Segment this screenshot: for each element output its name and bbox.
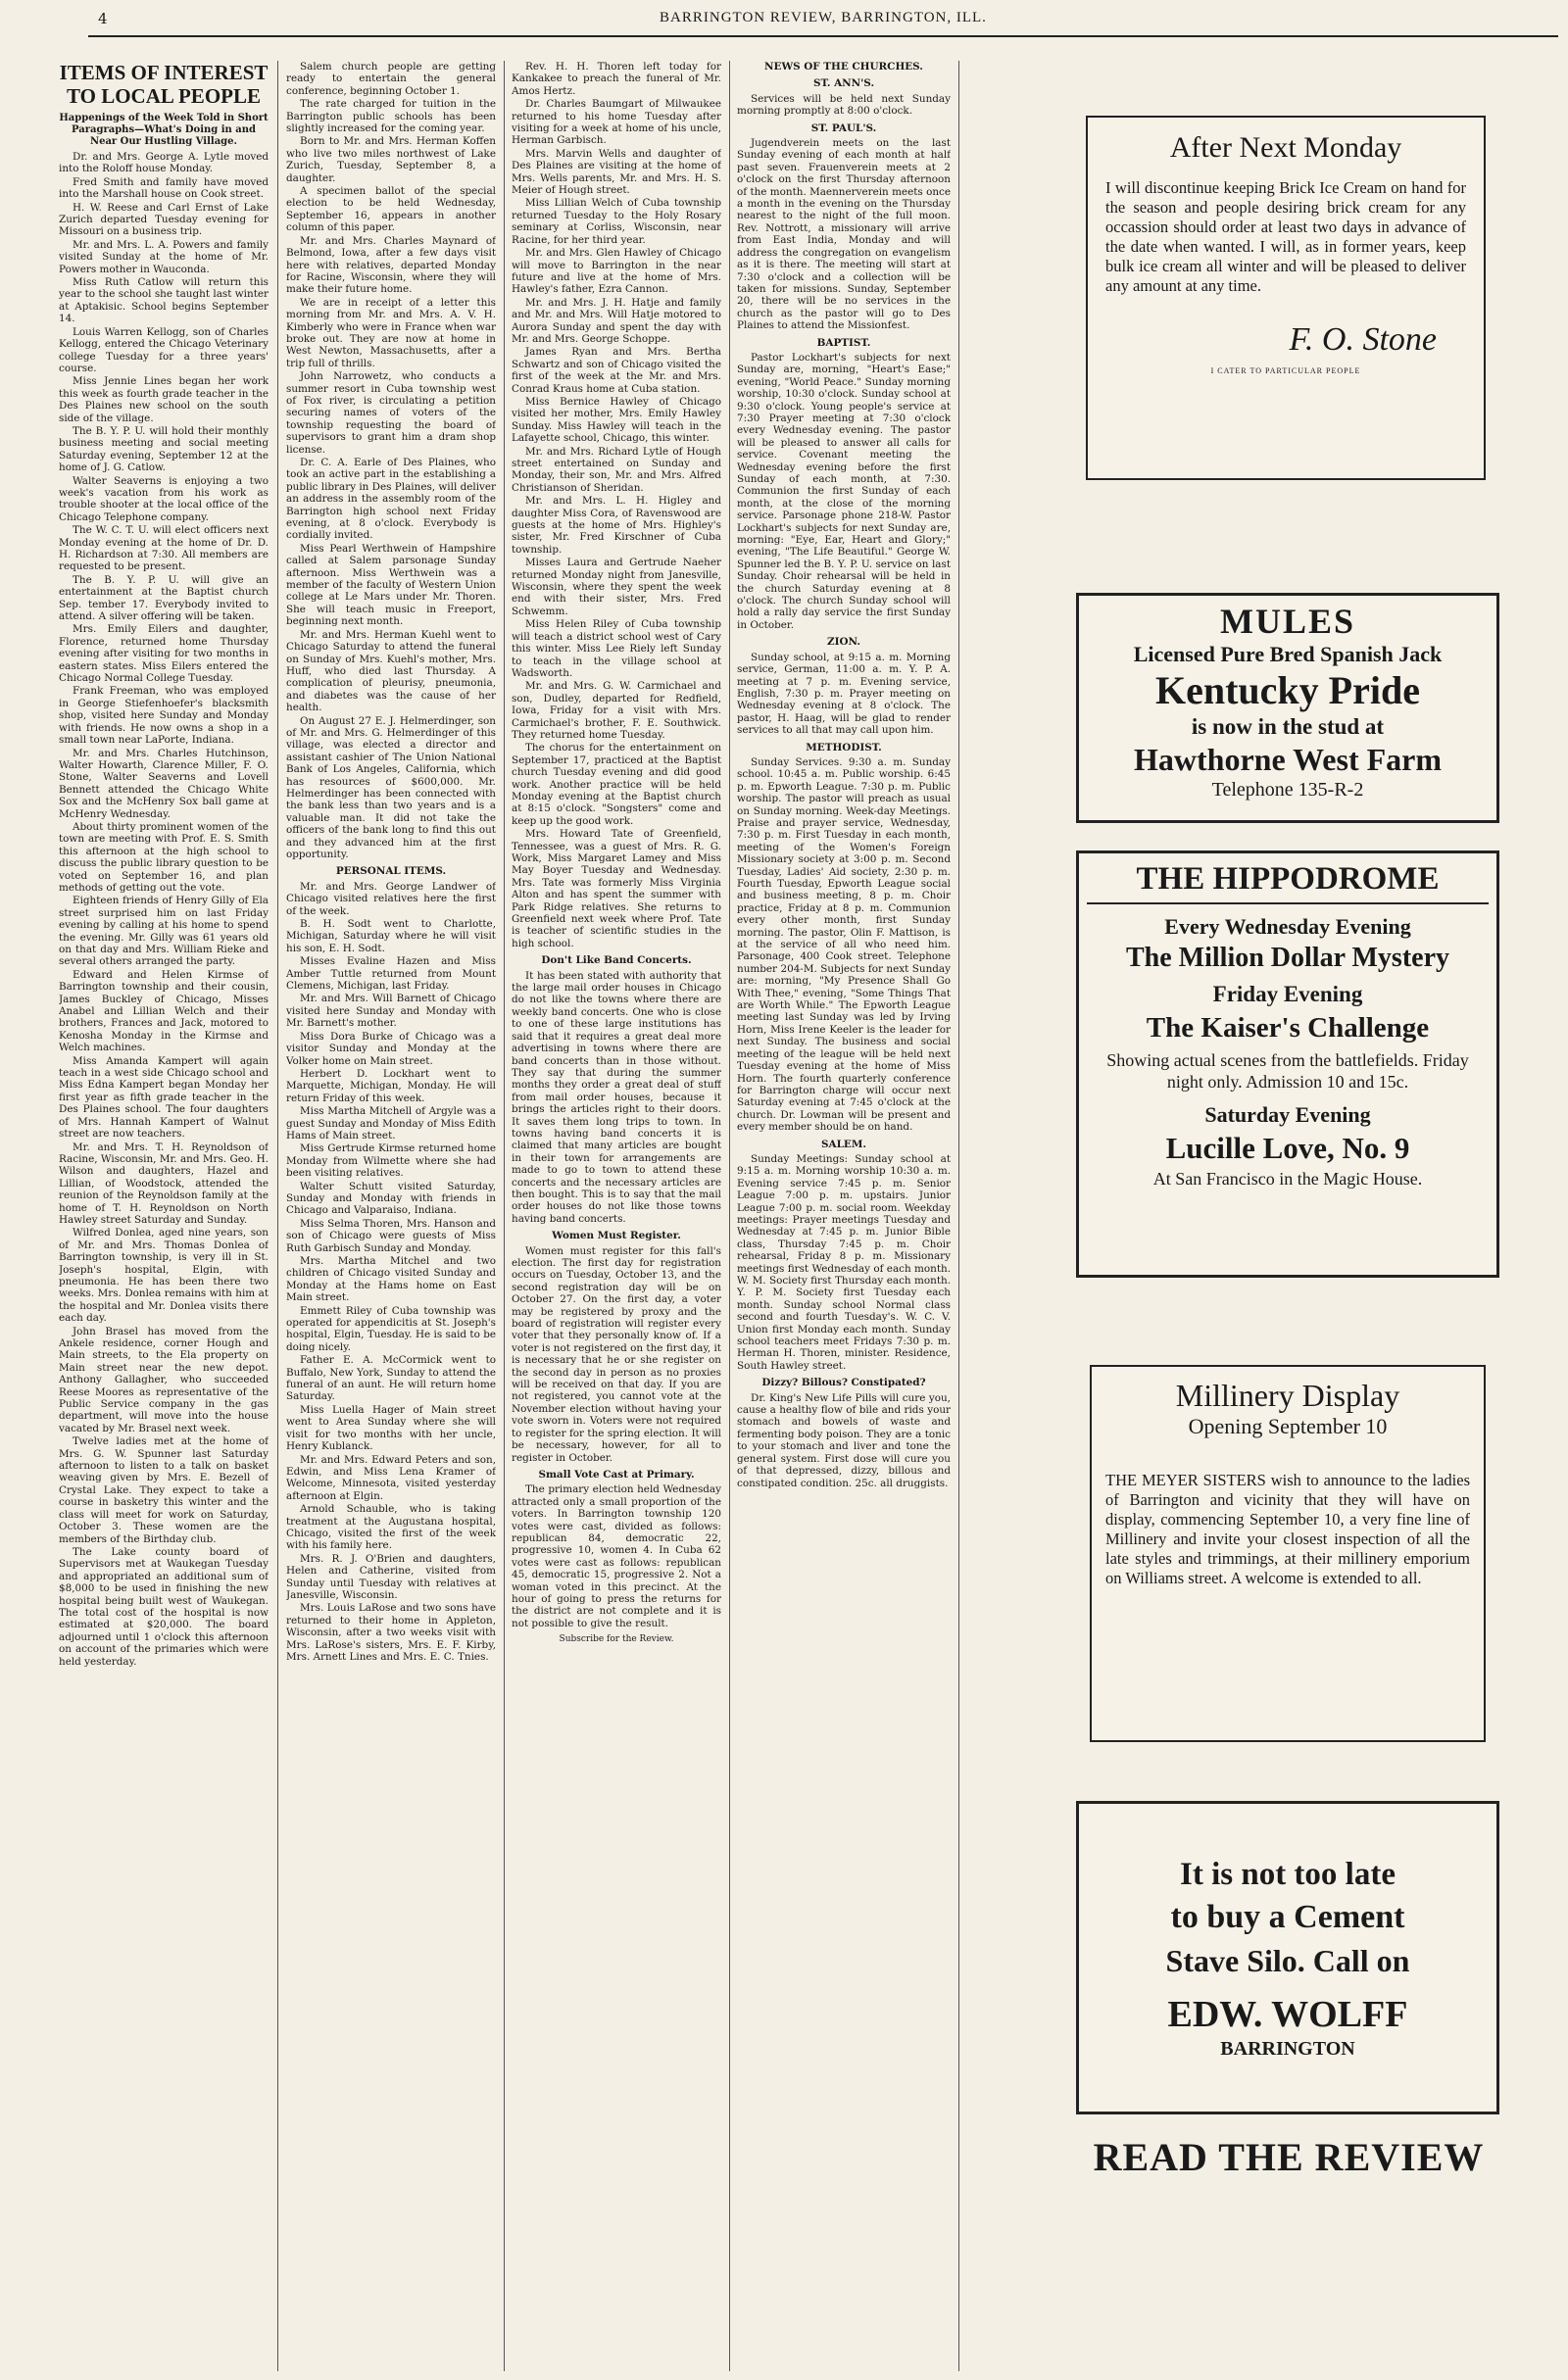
- section-primary-vote: Small Vote Cast at Primary.: [538, 1468, 695, 1481]
- news-item: Rev. H. H. Thoren left today for Kankakee to preach the funeral of Mr. Amos Hertz.: [512, 61, 721, 97]
- news-item: Louis Warren Kellogg, son of Charles Kellogg, entered the Chicago Veterinary college Tuesday for a three years' course.: [59, 325, 269, 374]
- news-item: Fred Smith and family have moved into the Marshall house on Cook street.: [59, 175, 269, 201]
- news-item: Walter Seaverns is enjoying a two week's vacation from his work as trouble shooter at the local office of the Chicago Telephone company.: [59, 474, 269, 523]
- page-number: 4: [98, 10, 108, 27]
- news-item: Miss Pearl Werthwein of Hampshire called at Salem parsonage Sunday afternoon. Miss Werthwein was a member of the faculty of Western Union college at Le Mars under Mr. Thoren. She will teach music in Freeport, beginning next month.: [286, 542, 496, 628]
- news-item: Miss Martha Mitchell of Argyle was a guest Sunday and Monday of Miss Edith Hams of Main street.: [286, 1105, 496, 1141]
- headline-items-of-interest: ITEMS OF INTEREST: [59, 61, 269, 84]
- news-item: We are in receipt of a letter this morning from Mr. and Mrs. A. V. H. Kimberly who were in France when war broke out. They are now at home in West Newton, Massachusetts, after a trip full of thrills.: [286, 296, 496, 369]
- news-item: Mr. and Mrs. Will Barnett of Chicago visited here Sunday and Monday with Mr. Barnett's mother.: [286, 993, 496, 1030]
- ad-mules-phone: Telephone 135-R-2: [1211, 779, 1364, 801]
- masthead: [88, 4, 1558, 37]
- news-item: The chorus for the entertainment on September 17, practiced at the Baptist church Tuesday evening and did good work. Another practice will be held Monday evening at the Baptist church at 8:15 o'clock. "Songsters" come and keep up the good work.: [512, 742, 721, 827]
- news-item: Mr. and Mrs. J. H. Hatje and family and Mr. and Mrs. Will Hatje motored to Aurora Sunday and spent the day with Mr. and Mrs. George Schoppe.: [512, 296, 721, 345]
- news-item: Emmett Riley of Cuba township was operated for appendicitis at St. Joseph's hospital, Elgin, Tuesday. He is said to be doing nicely.: [286, 1304, 496, 1353]
- ad-hipp-line3: The Million Dollar Mystery: [1126, 943, 1449, 973]
- headline-to-local-people: TO LOCAL PEOPLE: [67, 84, 261, 108]
- news-item: The B. Y. P. U. will hold their monthly business meeting and social meeting Saturday evening, September 12 at the home of J. G. Catlow.: [59, 424, 269, 474]
- ad-wolff-line1: It is not too late: [1180, 1857, 1396, 1892]
- news-item: Miss Ruth Catlow will return this year to the school she taught last winter at Aptakisic. School begins September 14.: [59, 276, 269, 325]
- church-name: SALEM.: [821, 1138, 866, 1150]
- church-notice: Services will be held next Sunday morning promptly at 8:00 o'clock.: [737, 92, 951, 118]
- ad-after-next-monday: [1086, 116, 1486, 480]
- news-item: Edward and Helen Kirmse of Barrington township and their cousin, James Buckley of Chicago, Misses Anabel and Lillian Welch and their brothers, Frances and Jack, motored to Kenosha Monday in the Kirmse and Welch machines.: [59, 968, 269, 1054]
- ad-mules-line4: is now in the stud at: [1191, 714, 1385, 739]
- church-name: ST. ANN'S.: [812, 77, 875, 90]
- news-item: Mr. and Mrs. Charles Maynard of Belmond, Iowa, after a few days visit here with relatives, departed Monday for Racine, Wisconsin, where they will make their future home.: [286, 234, 496, 296]
- ad-mules-line3: Kentucky Pride: [1155, 668, 1420, 712]
- church-name: ST. PAUL'S.: [810, 121, 877, 134]
- ad-mules-line5: Hawthorne West Farm: [1133, 742, 1443, 777]
- section-band-concerts: Don't Like Band Concerts.: [541, 954, 692, 967]
- news-item: The B. Y. P. U. will give an entertainment at the Baptist church Sep. tember 17. Everybody invited to attend. A silver offering will be taken.: [59, 573, 269, 623]
- churches-heading: NEWS OF THE CHURCHES.: [764, 61, 923, 73]
- column-3-paragraphs: [512, 61, 721, 949]
- church-notices: [737, 77, 951, 1489]
- column-1-paragraphs: [59, 151, 269, 1668]
- news-item: The Lake county board of Supervisors met at Waukegan Tuesday and appropriated an additional sum of $8,000 to be used in finishing the new hospital being built west of Waukegan. The total cost of the hospital is now estimated at $20,000. The board adjourned until 1 o'clock this afternoon on account of the primaries which were held yesterday.: [59, 1545, 269, 1668]
- ad-stone-tagline: I CATER TO PARTICULAR PEOPLE: [1210, 366, 1361, 375]
- news-item: The rate charged for tuition in the Barrington public schools has been slightly increased for the coming year.: [286, 98, 496, 135]
- news-item: Miss Luella Hager of Main street went to Area Sunday where she will visit for two months with her uncle, Henry Kublanck.: [286, 1403, 496, 1453]
- news-item: Born to Mr. and Mrs. Herman Koffen who live two miles northwest of Lake Zurich, Tuesday, September 8, a daughter.: [286, 135, 496, 184]
- article-primary-vote: The primary election held Wednesday attracted only a small proportion of the voters. In Barrington township 120 votes were cast, divided as follows: republican 84, democratic 22, progressive 10, women 4. In Cuba 62 votes were cast as follows: republican 45, democratic 15, progressive 2. Not a woman voted in this precinct. At the hour of going to press the returns for the district are not complete and it is not possible to give the result.: [512, 1483, 721, 1629]
- news-item: Miss Lillian Welch of Cuba township returned Tuesday to the Holy Rosary seminary at Corliss, Wisconsin, near Racine, for her third year.: [512, 197, 721, 246]
- ad-hipp-line6: Showing actual scenes from the battlefields. Friday night only. Admission 10 and 15c.: [1106, 1050, 1469, 1092]
- news-item: Mr. and Mrs. George Landwer of Chicago visited relatives here the first of the week.: [286, 880, 496, 917]
- article-women-register: Women must register for this fall's election. The first day for registration occurs on Tuesday, October 13, and the second registration day will be on October 27. On the first day, a voter may be registered by proxy and the board of registration will register every voter that they personally know of. If a voter is not registered on the first day, it is necessary that he or she register on the second day in person as no proxies will be received on that day. If you are not registered, you cannot vote at the November election without having your vote sworn in. Voters were not required to register for the spring election. It will be necessary, however, for all to register in October.: [512, 1244, 721, 1464]
- church-name: METHODIST.: [806, 741, 882, 753]
- ad-mules: [1076, 593, 1499, 823]
- church-name: Dizzy? Billous? Constipated?: [761, 1377, 926, 1389]
- news-item: Dr. Charles Baumgart of Milwaukee returned to his home Tuesday after visiting for a week at home of his uncle, Herman Garbisch.: [512, 98, 721, 147]
- ad-millinery: [1090, 1365, 1486, 1742]
- news-item: Mrs. R. J. O'Brien and daughters, Helen and Catherine, visited from Sunday until Tuesday with relatives at Janesville, Wisconsin.: [286, 1552, 496, 1601]
- news-item: Walter Schutt visited Saturday, Sunday and Monday with friends in Chicago and Valparaiso, Indiana.: [286, 1180, 496, 1217]
- ad-wolff-name: EDW. WOLFF: [1167, 1994, 1408, 2035]
- ad-stone-heading: After Next Monday: [1169, 131, 1402, 164]
- church-notice: Jugendverein meets on the last Sunday evening of each month at half past seven. Frauenverein meets at 2 o'clock on the first Thursday afternoon of the month. Maennerverein meets once a month in the evening on the Thursday nearest to the night of the full moon. Rev. Nottrott, a missionary will arrive from East India, Monday and will address the congregation on evangelism as it is there. The meeting will start at 7:30 o'clock and a collection will be taken for missions. Sunday, September 20, there will be no services in the church as the pastor will go to Des Plaines to attend the Missionfest.: [737, 137, 951, 332]
- headline-subhead: Happenings of the Week Told in Short Paragraphs—What's Doing in and Near Our Hustling Village.: [59, 113, 269, 147]
- news-item: Herbert D. Lockhart went to Marquette, Michigan, Monday. He will return Friday of this week.: [286, 1067, 496, 1104]
- column-rule: [729, 61, 730, 2371]
- news-item: Wilfred Donlea, aged nine years, son of Mr. and Mrs. Thomas Donlea of Barrington township, is very ill in St. Joseph's hospital, Elgin, with pneumonia. He has been there two weeks. Mrs. Donlea remains with him at the hospital and Mr. Donlea visits there each day.: [59, 1227, 269, 1325]
- column-2: [286, 61, 496, 2371]
- church-name: BAPTIST.: [816, 336, 871, 349]
- subscribe-note: Subscribe for the Review.: [559, 1634, 674, 1645]
- ad-stone-signature: F. O. Stone: [1289, 321, 1437, 358]
- ad-hipp-heading: THE HIPPODROME: [1087, 859, 1489, 904]
- masthead-title: BARRINGTON REVIEW, BARRINGTON, ILL.: [660, 10, 987, 25]
- column-rule: [958, 61, 959, 2371]
- news-item: Mr. and Mrs. Charles Hutchinson, Walter Howarth, Clarence Miller, F. O. Stone, Walter Seaverns and Lovell Bennett attended the Chicago White Sox and the McHenry Sox ball game at McHenry Wednesday.: [59, 747, 269, 820]
- news-item: Twelve ladies met at the home of Mrs. G. W. Spunner last Saturday afternoon to listen to a talk on basket weaving given by Mrs. E. Bezell of Crystal Lake. They expect to take a course in basketry this winter and the class will meet for work on Saturday, October 3. These women are the members of the Birthday club.: [59, 1435, 269, 1545]
- section-women-register: Women Must Register.: [552, 1230, 681, 1242]
- ad-hipp-line5: The Kaiser's Challenge: [1146, 1012, 1430, 1044]
- news-item: James Ryan and Mrs. Bertha Schwartz and son of Chicago visited the first of the week at the Mr. and Mrs. Conrad Kraus home at Cuba station.: [512, 346, 721, 395]
- news-item: Misses Laura and Gertrude Naeher returned Monday night from Janesville, Wisconsin, where they spent the week end with their sister, Mrs. Fred Schwemm.: [512, 557, 721, 617]
- news-item: Miss Amanda Kampert will again teach in a west side Chicago school and Miss Edna Kampert began Monday her first year as fifth grade teacher in the Des Plaines school. The four daughters of Mrs. Hannah Kampert of Walnut street are now teachers.: [59, 1054, 269, 1141]
- column-rule: [277, 61, 278, 2371]
- ad-stone-body: I will discontinue keeping Brick Ice Cream on hand for the season and people desiring brick cream for any occassion should order at least two days in advance of the date when wanted. I will, as in former years, keep bulk ice cream all winter and will be pleased to deliver any amount at any time.: [1105, 178, 1466, 295]
- ad-wolff-town: BARRINGTON: [1220, 2038, 1355, 2060]
- church-notice: Sunday Services. 9:30 a. m. Sunday school. 10:45 a. m. Public worship. 6:45 p. m. Epworth League. 7:30 p. m. Public worship. The pastor will preach as usual on Sunday morning. Week-day Meetings. Praise and prayer service, Wednesday, 7:30 p. m. First Tuesday in each month, meeting of the Women's Foreign Missionary society at 3:00 p. m. Second Tuesday, Ladies' Aid society, 2:30 p. m. Fourth Tuesday, Epworth League social and business meeting, 8 p. m. Choir practice, Friday at 8 p. m. Communion every other month, first Sunday morning. The pastor, Olin F. Mattison, is at the service of all who need him. Parsonage, 400 Cook street. Telephone number 204-M. Subjects for next Sunday are: morning, "My Presence Shall Go With Thee," evening, "Some Things That are Worth While." The Epworth League meeting last Sunday was led by Irving Horn, Miss Irene Keeler is the leader for next Sunday. The business and social meeting of the league will be held next Tuesday evening at the home of Miss Horn. The fourth quarterly conference for Barrington charge will occur next Saturday evening at 7:45 o'clock at the church. Dr. Lowman will be present and every member should be on hand.: [737, 755, 951, 1134]
- news-item: Frank Freeman, who was employed in George Stiefenhoefer's blacksmith shop, visited here Sunday and Monday with friends. He now owns a shop in a small town near LaPorte, Indiana.: [59, 685, 269, 747]
- news-item: Mr. and Mrs. Edward Peters and son, Edwin, and Miss Lena Kramer of Welcome, Minnesota, visited yesterday afternoon at Elgin.: [286, 1453, 496, 1502]
- news-item: John Narrowetz, who conducts a summer resort in Cuba township west of Fox river, is circulating a petition securing names of voters of the township requesting the board of supervisors to grant him a dram shop license.: [286, 370, 496, 456]
- news-item: Miss Gertrude Kirmse returned home Monday from Wilmette where she had been visiting relatives.: [286, 1142, 496, 1180]
- news-item: Miss Helen Riley of Cuba township will teach a district school west of Cary this winter. Miss Lee Riely left Sunday to teach in the village school at Wadsworth.: [512, 618, 721, 679]
- news-item: Miss Dora Burke of Chicago was a visitor Sunday and Monday at the Volker home on Main street.: [286, 1030, 496, 1067]
- news-item: Mr. and Mrs. Glen Hawley of Chicago will move to Barrington in the near future and live at the home of Mrs. Hawley's father, Ezra Cannon.: [512, 247, 721, 296]
- ad-hippodrome: [1076, 850, 1499, 1278]
- article-band-concerts: It has been stated with authority that the large mail order houses in Chicago do not like the towns where there are weekly band concerts. One who is close to one of these large institutions has said that it requires a great deal more advertising in towns where there are band concerts than in those without. They say that during the summer months they order a great deal of stuff from mail order houses, because it brings the articles right to their doors. It saves them long trips to town. In towns having band concerts it is claimed that many articles are bought in their town for arrangements are made to go to town to attend these concerts and the necessary articles are then bought. This is to say that the mail order houses do not like those towns having band concerts.: [512, 969, 721, 1225]
- news-item: Mrs. Louis LaRose and two sons have returned to their home in Appleton, Wisconsin, after a two weeks visit with Mrs. LaRose's sisters, Mrs. E. F. Kirby, Mrs. Arnett Lines and Mrs. E. C. Tnies.: [286, 1602, 496, 1663]
- ad-read-the-review: READ THE REVIEW: [1093, 2135, 1485, 2179]
- column-rule: [504, 61, 505, 2371]
- news-item: On August 27 E. J. Helmerdinger, son of Mr. and Mrs. G. Helmerdinger of this village, was elected a director and assistant cashier of The Union National Bank of Los Angeles, California, which has resources of $600,000. Mr. Helmerdinger has been connected with the bank less than two years and is a valuable man. It did not take the officers of the bank long to find this out and they advanced him at the first opportunity.: [286, 714, 496, 860]
- news-item: H. W. Reese and Carl Ernst of Lake Zurich departed Tuesday evening for Missouri on a business trip.: [59, 201, 269, 238]
- news-item: Mr. and Mrs. T. H. Reynoldson of Racine, Wisconsin, Mr. and Mrs. Geo. H. Wilson and daughters, Hazel and Lillian, of Woodstock, attended the reunion of the Reynoldson family at the home of T. H. Reynoldson on North Hawley street Saturday and Sunday.: [59, 1141, 269, 1226]
- news-item: Misses Evaline Hazen and Miss Amber Tuttle returned from Mount Clemens, Michigan, last Friday.: [286, 955, 496, 993]
- column-2-personal-paragraphs: [286, 881, 496, 1664]
- news-item: Arnold Schauble, who is taking treatment at the Augustana hospital, Chicago, visited the first of the week with his family here.: [286, 1503, 496, 1552]
- news-item: Mr. and Mrs. L. H. Higley and daughter Miss Cora, of Ravenswood are guests at the home of Mrs. Highley's sister, Mr. Fred Kirschner of Cuba township.: [512, 495, 721, 556]
- ad-hipp-line4: Friday Evening: [1212, 982, 1363, 1006]
- ad-wolff-line2: to buy a Cement: [1170, 1899, 1405, 1935]
- news-item: About thirty prominent women of the town are meeting with Prof. E. S. Smith this afternoon at the high school to discuss the public library question to be voted on September 16, and plan methods of getting out the vote.: [59, 820, 269, 894]
- ad-mules-heading: MULES: [1219, 602, 1356, 641]
- section-personal-items: PERSONAL ITEMS.: [335, 865, 447, 878]
- ad-wolff-line3: Stave Silo. Call on: [1165, 1943, 1410, 1978]
- news-item: Mrs. Howard Tate of Greenfield, Tennessee, was a guest of Mrs. R. G. Work, Miss Margaret Lamey and Miss May Boyer Tuesday and Wednesday. Mrs. Tate was formerly Miss Virginia Alton and has spent the summer with Park Ridge relatives. She returns to Greenfield next week where Prof. Tate is teacher of scientific studies in the high school.: [512, 828, 721, 949]
- news-item: Mr. and Mrs. L. A. Powers and family visited Sunday at the home of Mr. Powers mother in Wauconda.: [59, 238, 269, 275]
- church-notice: Dr. King's New Life Pills will cure you, cause a healthy flow of bile and rids your stomach and bowels of waste and fermenting body poison. They are a tonic to your stomach and liver and tone the general system. First dose will cure you of that depressed, dizzy, billous and constipated condition. 25c. all druggists.: [737, 1391, 951, 1489]
- ad-hipp-line2: Every Wednesday Evening: [1164, 914, 1411, 939]
- column-4: [737, 61, 951, 2371]
- news-item: Mr. and Mrs. G. W. Carmichael and son, Dudley, departed for Redfield, Iowa, Friday for a visit with Mrs. Carmichael's brother, F. E. Southwick. They returned home Tuesday.: [512, 680, 721, 741]
- church-notice: Sunday school, at 9:15 a. m. Morning service, German, 11:00 a. m. Y. P. A. meeting at 7 p. m. Evening service, English, 7:30 p. m. Prayer meeting on Wednesday evening at 8 o'clock. The pastor, H. Haag, will be glad to render services to all that may call upon him.: [737, 651, 951, 737]
- news-item: Miss Bernice Hawley of Chicago visited her mother, Mrs. Emily Hawley Sunday. Miss Hawley will teach in the Lafayette school, Chicago, this winter.: [512, 395, 721, 445]
- ad-mules-line2: Licensed Pure Bred Spanish Jack: [1133, 642, 1443, 666]
- ad-hipp-line7: Saturday Evening: [1204, 1102, 1371, 1127]
- news-item: B. H. Sodt went to Charlotte, Michigan, Saturday where he will visit his son, E. H. Sodt.: [286, 918, 496, 954]
- news-item: Salem church people are getting ready to entertain the general conference, beginning October 1.: [286, 61, 496, 97]
- church-notice: Sunday Meetings: Sunday school at 9:15 a. m. Morning worship 10:30 a. m. Evening service 7:45 p. m. Senior League 7:00 p. m. upstairs. Junior League 7:00 p. m. social room. Weekday meetings: Prayer meetings Tuesday and Wednesday at 7:45 p. m. Junior Bible class, Thursday 7:45 p. m. Choir rehearsal, Friday 8 p. m. Missionary meetings first Wednesday of each month. W. M. Society first Thursday each month. Y. P. M. Society first Tuesday each month. Sunday school Normal class second and fourth Tuesday's. W. C. V. Union first Monday each month. Sunday school teachers meet Fridays 7:30 p. m. Herman H. Thoren, minister. Residence, South Hawley street.: [737, 1152, 951, 1372]
- news-item: The W. C. T. U. will elect officers next Monday evening at the home of Dr. D. H. Richardson at 7:30. All members are requested to be present.: [59, 524, 269, 573]
- church-name: ZION.: [827, 636, 860, 649]
- column-2-paragraphs: [286, 61, 496, 860]
- news-item: Mrs. Marvin Wells and daughter of Des Plaines are visiting at the home of Mrs. Wells parents, Mr. and Mrs. H. S. Meier of Hough street.: [512, 147, 721, 197]
- news-item: Mr. and Mrs. Richard Lytle of Hough street entertained on Sunday and Monday, their son, Mr. and Mrs. Alfred Christianson of Sheridan.: [512, 445, 721, 494]
- ad-wolff-silo: [1076, 1801, 1499, 2114]
- column-3: [512, 61, 721, 2371]
- church-notice: Pastor Lockhart's subjects for next Sunday are, morning, "Heart's Ease;" evening, "World Peace." Sunday morning worship, 10:30 o'clock. Sunday school at 9:30 o'clock. Young people's service at 7:30 Prayer meeting at 7:30 o'clock every Wednesday evening. The pastor will be pleased to answer all calls for service. Covenant meeting the Wednesday evening before the first Sunday of each month, at 7:30. Communion the first Sunday of each month, at the close of the morning service. Parsonage phone 218-W. Pastor Lockhart's subjects for next Sunday are, morning: "Eye, Ear, Heart and Glory;" evening, "The Life Beautiful." George W. Spunner led the B. Y. P. U. service on last Sunday. Choir rehearsal will be held in the church Saturday evening at 8 o'clock. The church Sunday school will hold a rally day service the first Sunday in October.: [737, 351, 951, 631]
- ad-millinery-heading: Millinery Display: [1175, 1378, 1400, 1413]
- news-item: Mrs. Martha Mitchel and two children of Chicago visited Sunday and Monday at the Hams home on East Main street.: [286, 1255, 496, 1304]
- news-item: Dr. and Mrs. George A. Lytle moved into the Roloff house Monday.: [59, 151, 269, 175]
- news-item: Miss Jennie Lines began her work this week as fourth grade teacher in the Des Plaines new school on the south side of the village.: [59, 375, 269, 424]
- ad-hipp-line8: Lucille Love, No. 9: [1165, 1131, 1410, 1165]
- ad-hipp-line9: At San Francisco in the Magic House.: [1152, 1169, 1423, 1189]
- news-item: John Brasel has moved from the Ankele residence, corner Hough and Main streets, to the Ela property on Main street near the new depot. Anthony Gallagher, who succeeded Reese Moores as representative of the Public Service company in the gas department, will move into the house vacated by Mr. Brasel next week.: [59, 1325, 269, 1434]
- news-item: A specimen ballot of the special election to be held Wednesday, September 16, appears in another column of this paper.: [286, 185, 496, 234]
- news-item: Mr. and Mrs. Herman Kuehl went to Chicago Saturday to attend the funeral on Sunday of Mrs. Kuehl's mother, Mrs. Huff, who died last Thursday. A complication of pleurisy, pneumonia, and diabetes was the cause of her health.: [286, 628, 496, 714]
- news-item: Dr. C. A. Earle of Des Plaines, who took an active part in the establishing a public library in Des Plaines, will deliver an address in the assembly room of the Barrington high school next Friday evening, at 8 o'clock. Everybody is cordially invited.: [286, 457, 496, 542]
- column-1: [59, 61, 269, 2371]
- news-item: Father E. A. McCormick went to Buffalo, New York, Sunday to attend the funeral of an aunt. He will return home Saturday.: [286, 1354, 496, 1403]
- ad-millinery-opening: Opening September 10: [1188, 1414, 1388, 1438]
- news-item: Miss Selma Thoren, Mrs. Hanson and son of Chicago were guests of Miss Ruth Garbisch Sunday and Monday.: [286, 1217, 496, 1254]
- ad-millinery-body: THE MEYER SISTERS wish to announce to the ladies of Barrington and vicinity that they will have on display, commencing September 10, a very fine line of Millinery and invite your closest inspection of all the late styles and trimmings, at their millinery emporium on Williams street. A welcome is extended to all.: [1105, 1471, 1470, 1587]
- news-item: Eighteen friends of Henry Gilly of Ela street surprised him on last Friday evening by calling at his home to spend the evening. Mr. Gilly was 61 years old on that day and Mrs. William Rieke and several others arranged the party.: [59, 895, 269, 968]
- news-item: Mrs. Emily Eilers and daughter, Florence, returned home Thursday evening after visiting for two months in eastern states. Miss Eilers entered the Chicago Normal College Tuesday.: [59, 623, 269, 685]
